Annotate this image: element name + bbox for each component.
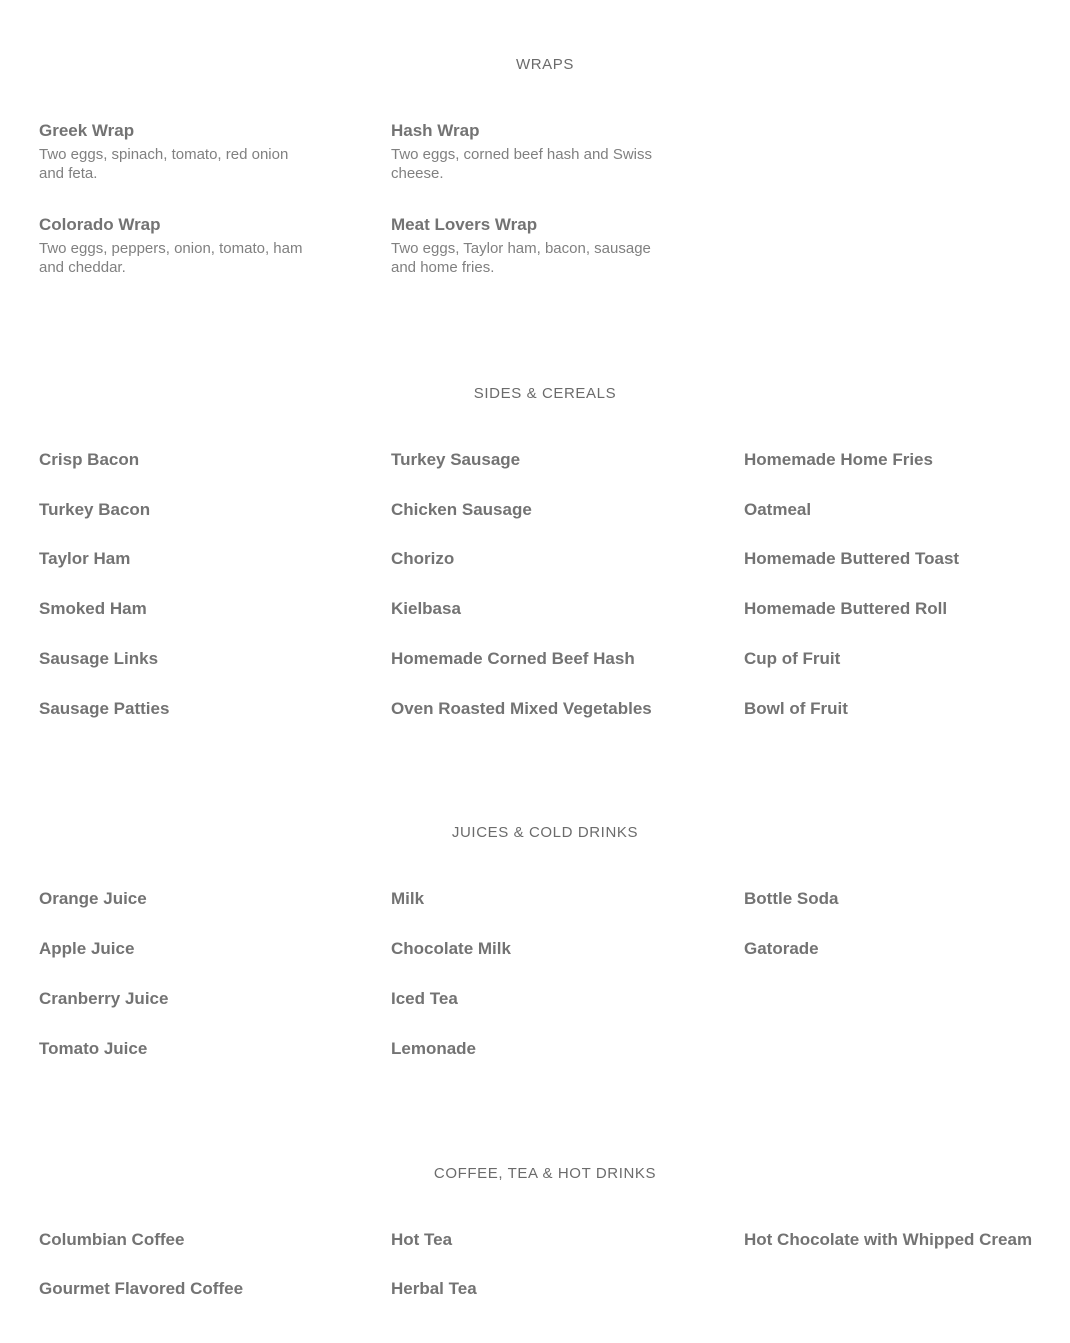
menu-item: [391, 1230, 452, 1250]
menu-item-name: Greek Wrap: [39, 121, 135, 140]
menu-item: [39, 121, 309, 183]
menu-item: [391, 699, 652, 719]
menu-item: [39, 450, 139, 470]
menu-item: [39, 649, 158, 669]
menu-item-name: Homemade Buttered Roll: [744, 599, 948, 618]
menu-item-name: Bowl of Fruit: [744, 699, 848, 718]
menu-item: [39, 889, 147, 909]
menu-item-name: Gourmet Flavored Coffee: [39, 1279, 244, 1298]
menu-item: [39, 1039, 147, 1059]
menu-item-name: Milk: [391, 889, 425, 908]
menu-item: [39, 500, 150, 520]
menu-item-name: Cup of Fruit: [744, 649, 841, 668]
menu-item-name: Orange Juice: [39, 889, 147, 908]
menu-item-name: Turkey Sausage: [391, 450, 521, 469]
menu-item: [39, 599, 147, 619]
menu-item: [391, 450, 520, 470]
menu-item-name: Crisp Bacon: [39, 450, 140, 469]
menu-item-name: Homemade Corned Beef Hash: [391, 649, 635, 668]
menu-item-name: Columbian Coffee: [39, 1230, 185, 1249]
menu-item: [744, 649, 840, 669]
menu-item-name: Homemade Buttered Toast: [744, 549, 960, 568]
menu-item-description: Two eggs, corned beef hash and Swiss cheese.: [391, 146, 652, 182]
menu-item-name: Hash Wrap: [391, 121, 480, 140]
menu-item: [744, 599, 947, 619]
menu-item: [39, 699, 169, 719]
menu-item-name: Lemonade: [391, 1039, 477, 1058]
menu-item: [39, 1279, 243, 1299]
menu-item-name: Tomato Juice: [39, 1039, 148, 1058]
menu-item-name: Bottle Soda: [744, 889, 839, 908]
menu-item: [744, 500, 811, 520]
menu-item-name: Turkey Bacon: [39, 500, 151, 519]
menu-item-name: Oatmeal: [744, 500, 812, 519]
menu-item-name: Gatorade: [744, 939, 819, 958]
menu-item: [391, 599, 461, 619]
menu-item-name: Colorado Wrap: [39, 215, 161, 234]
menu-item: [39, 989, 168, 1009]
menu-item-name: Chocolate Milk: [391, 939, 511, 958]
menu-item-name: Kielbasa: [391, 599, 461, 618]
menu-item: [39, 939, 134, 959]
menu-item-name: Chicken Sausage: [391, 500, 532, 519]
menu-item-name: Chorizo: [391, 549, 455, 568]
menu-item: [391, 1039, 476, 1059]
menu-item: [391, 121, 661, 183]
section-title-wraps: WRAPS: [515, 56, 574, 73]
menu-item-name: Cranberry Juice: [39, 989, 169, 1008]
menu-item-name: Hot Tea: [391, 1230, 453, 1249]
section-title-sides: SIDES & CEREALS: [473, 385, 617, 402]
menu-item-name: Smoked Ham: [39, 599, 147, 618]
menu-item: [391, 889, 424, 909]
menu-item: [744, 889, 838, 909]
menu-item: [391, 549, 454, 569]
menu-item-name: Sausage Links: [39, 649, 159, 668]
menu-item: [391, 649, 635, 669]
menu-item: [39, 549, 130, 569]
menu-item: [391, 939, 511, 959]
menu-item-description: Two eggs, spinach, tomato, red onion and feta.: [39, 146, 289, 182]
menu-item: [391, 500, 532, 520]
menu-item: [744, 1230, 1032, 1250]
menu-item: [744, 549, 959, 569]
menu-item-name: Meat Lovers Wrap: [391, 215, 538, 234]
section-title-coffee: COFFEE, TEA & HOT DRINKS: [433, 1165, 657, 1182]
menu-item-name: Herbal Tea: [391, 1279, 477, 1298]
section-title-juices: JUICES & COLD DRINKS: [451, 824, 639, 841]
menu-item-name: Homemade Home Fries: [744, 450, 933, 469]
menu-item: [391, 989, 458, 1009]
menu-item: [39, 215, 309, 277]
menu-item: [39, 1230, 184, 1250]
menu-item-description: Two eggs, peppers, onion, tomato, ham and cheddar.: [39, 240, 303, 276]
menu-item-name: Iced Tea: [391, 989, 458, 1008]
menu-item-name: Hot Chocolate with Whipped Cream: [744, 1230, 1033, 1249]
menu-item: [744, 699, 848, 719]
menu-item-description: Two eggs, Taylor ham, bacon, sausage and home fries.: [391, 240, 651, 276]
menu-item: [744, 450, 933, 470]
menu-item: [391, 1279, 477, 1299]
menu-item: [744, 939, 819, 959]
menu-item-name: Apple Juice: [39, 939, 135, 958]
menu-item-name: Sausage Patties: [39, 699, 170, 718]
menu-item: [391, 215, 661, 277]
menu-item-name: Oven Roasted Mixed Vegetables: [391, 699, 652, 718]
menu-item-name: Taylor Ham: [39, 549, 131, 568]
